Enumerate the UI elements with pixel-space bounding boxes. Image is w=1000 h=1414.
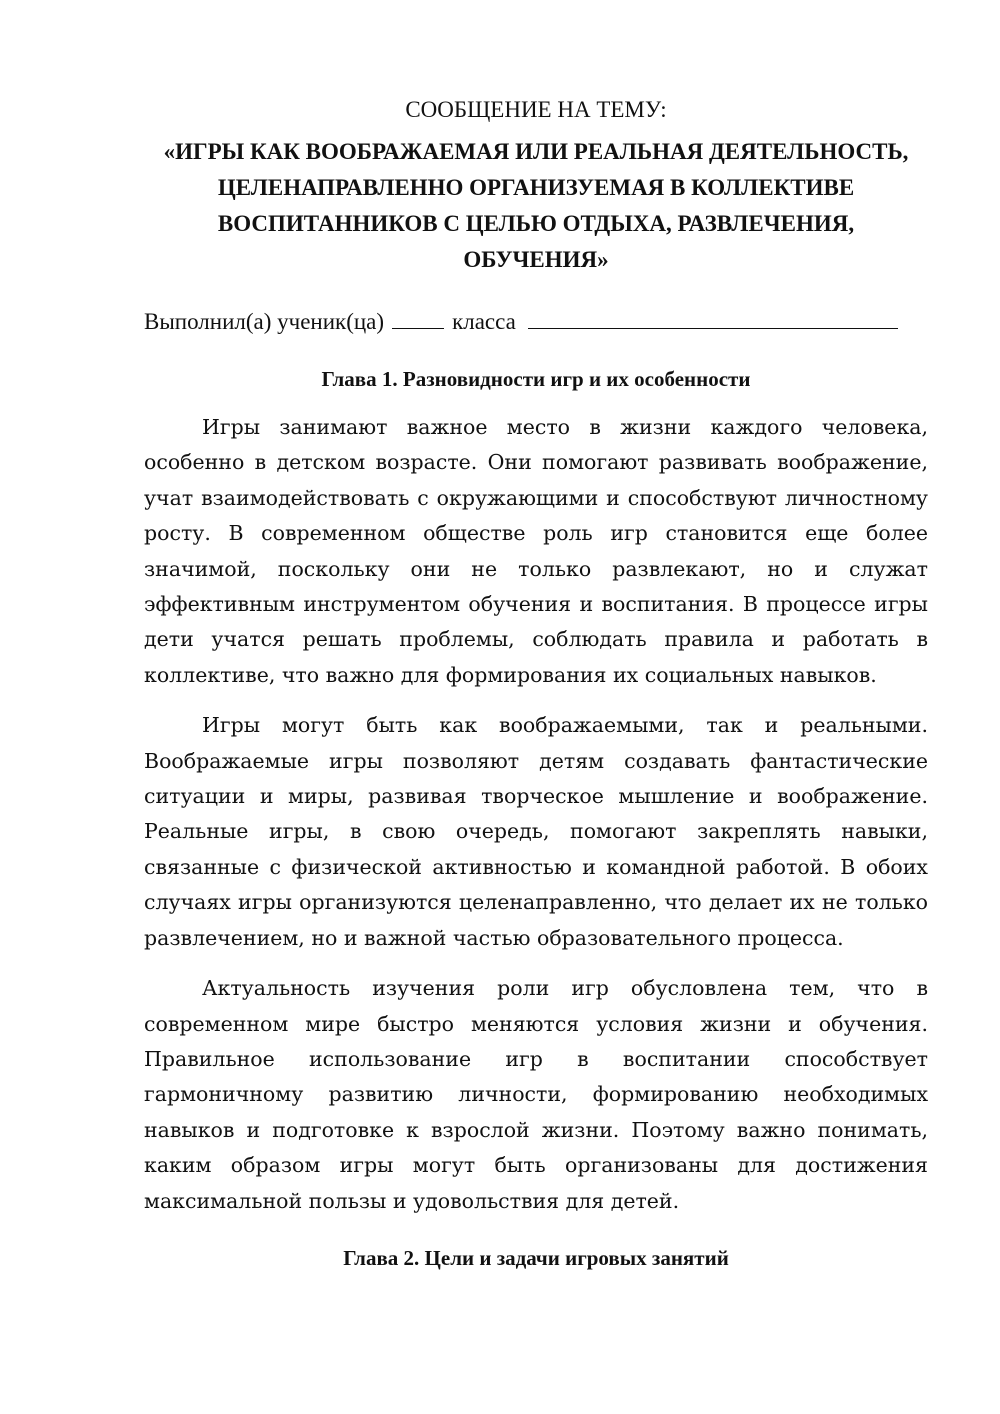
chapter-1-paragraph: Актуальность изучения роли игр обусловлена тем, что в современном мире быстро меняются условия жизни и обучения. Правильное использование игр в воспитании способствует гармоничному развитию личности, формированию необходимых навыков и подготовке к взрослой жизни. Поэтому важно понимать, каким образом игры могут быть организованы для достижения максимальной пользы и удовольствия для детей. [144,976,928,1213]
document-title: «ИГРЫ КАК ВООБРАЖАЕМАЯ ИЛИ РЕАЛЬНАЯ ДЕЯТЕЛЬНОСТЬ, ЦЕЛЕНАПРАВЛЕННО ОРГАНИЗУЕМАЯ В КОЛЛЕКТИВЕ ВОСПИТАННИКОВ С ЦЕЛЬЮ ОТДЫХА, РАЗВЛЕЧЕНИЯ, ОБУЧЕНИЯ» [163,139,909,272]
chapter-1-paragraph: Игры могут быть как воображаемыми, так и реальными. Воображаемые игры позволяют детям создавать фантастические ситуации и миры, развивая творческое мышление и воображение. Реальные игры, в свою очередь, помогают закреплять навыки, связанные с физической активностью и командной работой. В обоих случаях игры организуются целенаправленно, что делает их не только развлечением, но и важной частью образовательного процесса. [144,713,928,950]
chapter-1-heading: Глава 1. Разновидности игр и их особенности [321,367,751,391]
author-line [144,306,928,338]
document-page [144,94,928,1273]
performed-by-label: Выполнил(а) ученик(ца) [144,309,385,334]
chapter-2-heading: Глава 2. Цели и задачи игровых занятий [343,1245,729,1270]
chapter-1-paragraph: Игры занимают важное место в жизни каждого человека, особенно в детском возрасте. Они помогают развивать воображение, учат взаимодействовать с окружающими и способствуют личностному росту. В современном обществе роль игр становится еще более значимой, поскольку они не только развлекают, но и служат эффективным инструментом обучения и воспитания. В процессе игры дети учатся решать проблемы, соблюдать правила и работать в коллективе, что важно для формирования их социальных навыков. [144,415,928,687]
class-blank-field[interactable] [528,306,898,329]
class-label: класса [452,309,516,334]
document-kicker: СООБЩЕНИЕ НА ТЕМУ: [405,97,667,122]
grade-blank-field[interactable] [392,306,444,329]
